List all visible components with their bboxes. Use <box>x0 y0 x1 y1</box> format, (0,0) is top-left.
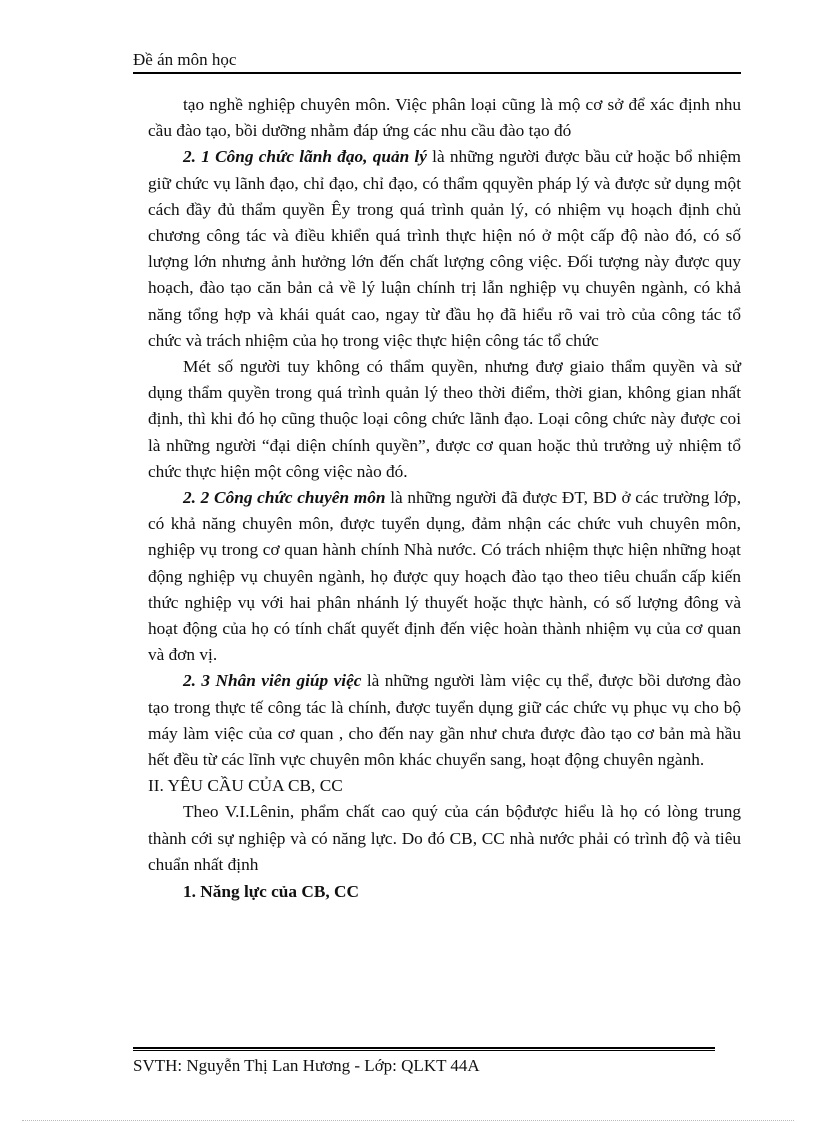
paragraph-6: Theo V.I.Lênin, phẩm chất cao quý của cán bộđược hiểu là họ có lòng trung thành cới sự nghiệp và có năng lực. Do đó CB, CC nhà nước phải có trình độ và tiêu chuẩn nhất định <box>148 802 741 874</box>
footer-text: SVTH: Nguyễn Thị Lan Hương - Lớp: QLKT 44A <box>133 1056 480 1075</box>
page-header <box>133 50 741 74</box>
page-footer <box>133 1055 480 1077</box>
document-body <box>148 92 741 905</box>
paragraph-5-text: là những người làm việc cụ thể, được bồi dương đào tạo trong thực tế công tác là chính, được tuyển dụng giữ các chức vụ phục vụ cho bộ máy làm việc của cơ quan , cho đến nay gần như chưa được đào tạo cơ bản mà hầu hết đều từ các lĩnh vực chuyên môn khác chuyển sang, hoạt động chuyên ngành. <box>148 671 741 770</box>
paragraph-1: tạo nghề nghiệp chuyên môn. Việc phân loại cũng là mộ cơ sở để xác định nhu cầu đào tạo, bồi dưỡng nhằm đáp ứng các nhu cầu đào tạo đó <box>148 95 741 141</box>
paragraph-4-heading: 2. 2 Công chức chuyên môn <box>183 488 386 508</box>
section-heading: II. YÊU CẦU CỦA CB, CC <box>148 776 343 796</box>
paragraph-2-heading: 2. 1 Công chức lãnh đạo, quản lý <box>183 147 427 167</box>
paragraph-5 <box>148 668 741 773</box>
paragraph-2 <box>148 144 741 354</box>
paragraph-4 <box>148 485 741 668</box>
paragraph-3: Mét số người tuy không có thẩm quyền, nhưng đượ giaio thẩm quyền và sử dụng thẩm quyền trong quá trình quản lý theo thời điểm, thời gian, không gian nhất định, thì khi đó họ cũng thuộc loại công chức lãnh đạo. Loại công chức này được coi là những người “đại diện chính quyền”, được cơ quan hoặc thủ trưởng uỷ nhiệm tổ chức thực hiện một công việc nào đó. <box>148 357 741 481</box>
header-title: Đề án môn học <box>133 50 237 69</box>
paragraph-4-text: là những người đã được ĐT, BD ở các trường lớp, có khả năng chuyên môn, được tuyển dụng, đảm nhận các chức vuh chuyên môn, nghiệp vụ trong cơ quan hành chính Nhà nước. Có trách nhiệm thực hiện những hoạt động nghiệp vụ chuyên ngành, họ được quy hoạch đào tạo theo tiêu chuẩn cấp kiến thức nghiệp vụ với hai phân nhánh lý thuyết hoặc thực hành, có số lượng đông và hoạt động của họ có tính chất quyết định đến việc hoàn thành nhiệm vụ của cơ quan và đơn vị. <box>148 488 742 665</box>
footer-divider <box>133 1047 715 1049</box>
paragraph-5-heading: 2. 3 Nhân viên giúp việc <box>183 671 362 691</box>
page-bottom-border <box>22 1120 794 1121</box>
sub-heading: 1. Năng lực của CB, CC <box>183 882 359 902</box>
paragraph-2-text: là những người được bầu cử hoặc bổ nhiệm giữ chức vụ lãnh đạo, chỉ đạo, chỉ đạo, có thẩm qquyền pháp lý và được sử dụng một cách đầy đủ thẩm quyền Êy trong quá trình quản lý, có nhiệm vụ hoạch định chủ chương công tác và điều khiển quá trình thực hiện nó ở một cấp độ nào đó, có số lượng lớn nhưng ảnh hưởng lớn đến chất lượng công việc. Đối tượng này được quy hoạch, đào tạo căn bản cả về lý luận chính trị lẫn nghiệp vụ chuyên ngành, có khả năng tổng hợp và khái quát cao, ngay từ đầu họ đã hiểu rõ vai trò của công tác tổ chức và trách nhiệm của họ trong việc thực hiện công tác tổ chức <box>148 147 741 350</box>
footer-divider-thin <box>133 1050 715 1051</box>
